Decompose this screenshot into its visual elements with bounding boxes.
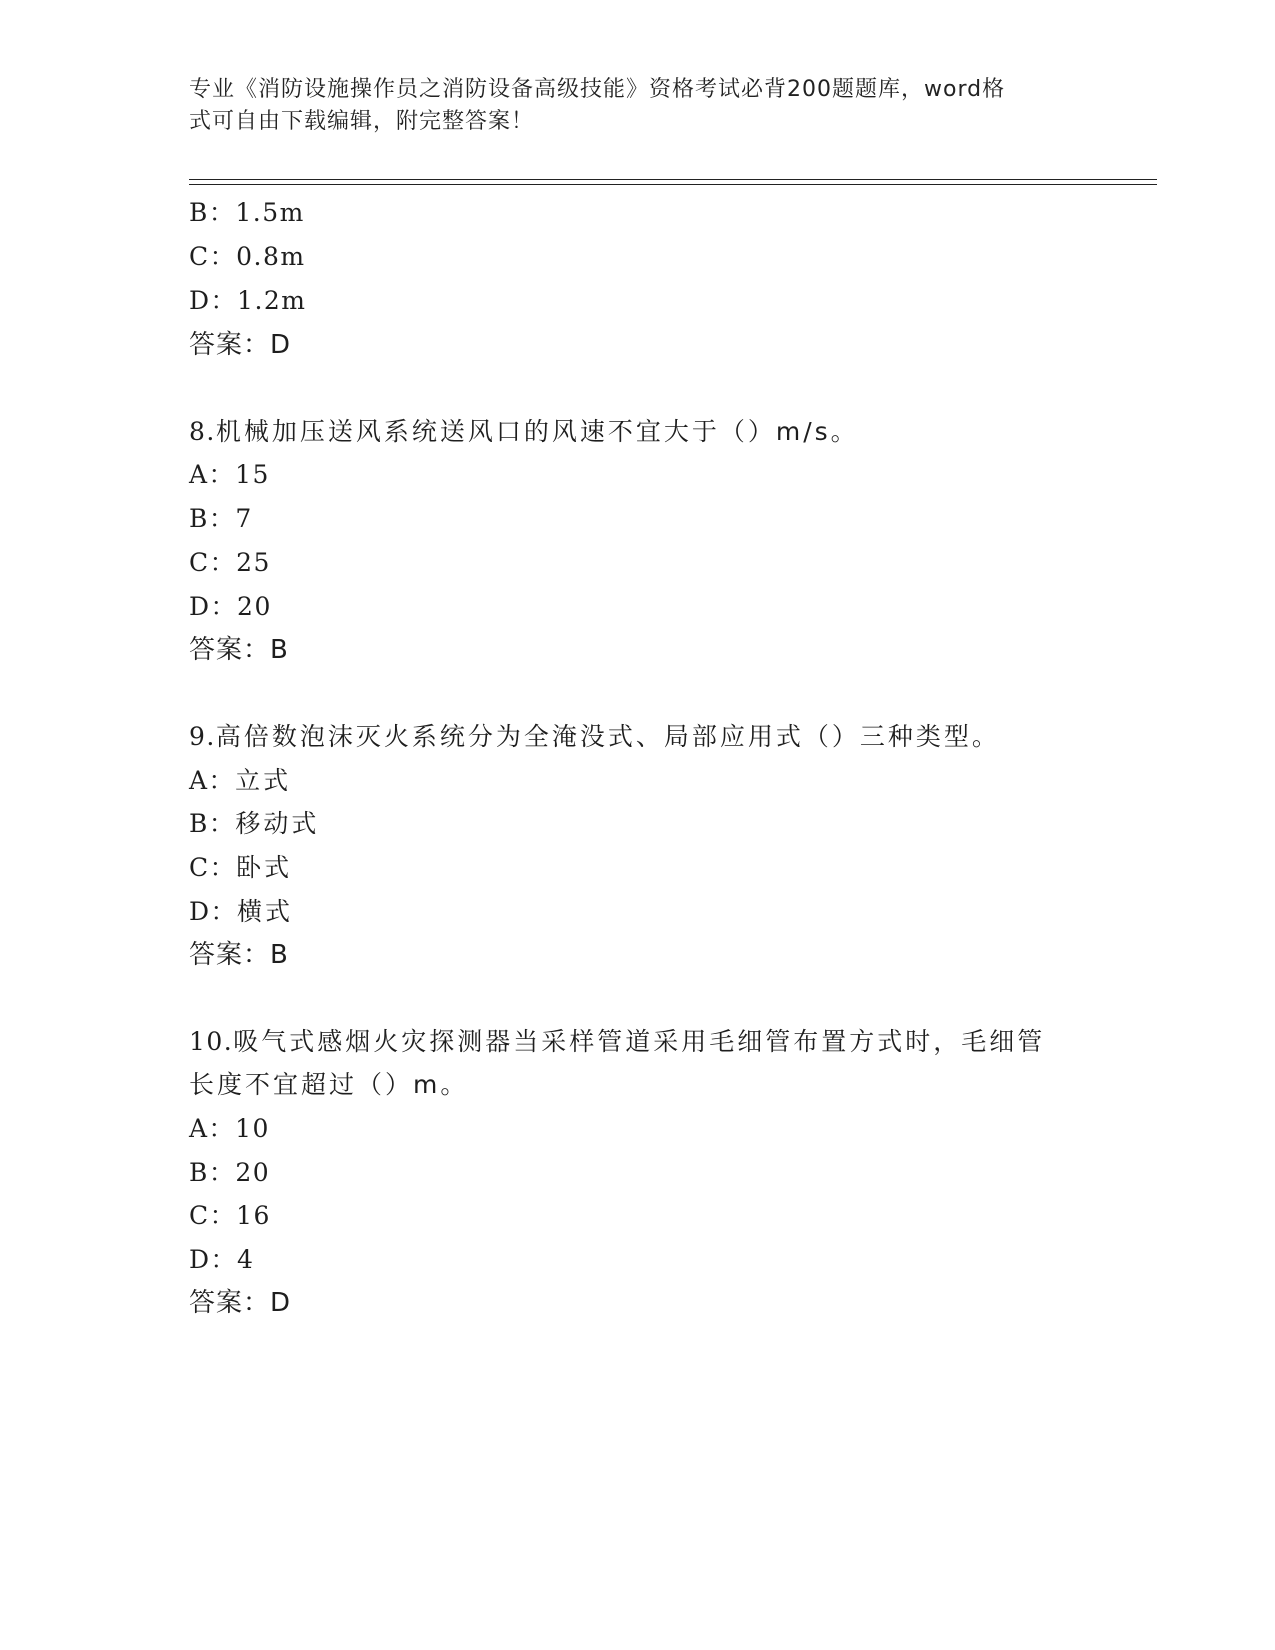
header-line-2: 式可自由下载编辑，附完整答案！ (189, 109, 535, 134)
q10-question-line-1: 10.吸气式感烟火灾探测器当采样管道采用毛细管布置方式时，毛细管 (189, 1027, 1046, 1056)
document-header (189, 74, 1069, 138)
q8-option-a: A：15 (189, 460, 270, 489)
q7-option-b: B：1.5m (189, 198, 305, 227)
q7-option-c: C：0.8m (189, 242, 306, 271)
header-rule-top (189, 179, 1157, 180)
q10-question-line-2: 长度不宜超过（）m。 (189, 1070, 469, 1099)
q8-question: 8.机械加压送风系统送风口的风速不宜大于（）m/s。 (189, 417, 859, 446)
q10-option-b: B：20 (189, 1158, 271, 1187)
q9-option-a: A：立式 (189, 766, 292, 795)
q10-option-d: D：4 (189, 1245, 255, 1274)
q8-option-d: D：20 (189, 592, 272, 621)
q9-option-d: D：横式 (189, 897, 294, 926)
q9-option-c: C：卧式 (189, 853, 293, 882)
q7-answer: 答案：D (189, 330, 292, 360)
q9-option-b: B：移动式 (189, 809, 320, 838)
header-rule-bottom (189, 184, 1157, 185)
q8-answer: 答案：B (189, 635, 289, 665)
q10-option-c: C：16 (189, 1201, 271, 1230)
q10-answer: 答案：D (189, 1288, 292, 1318)
q7-option-d: D：1.2m (189, 286, 307, 315)
header-line-1: 专业《消防设施操作员之消防设备高级技能》资格考试必背200题题库，word格 (189, 77, 1006, 102)
q9-question: 9.高倍数泡沫灭火系统分为全淹没式、局部应用式（）三种类型。 (189, 722, 1000, 751)
q8-option-b: B：7 (189, 504, 253, 533)
q9-answer: 答案：B (189, 940, 289, 970)
q8-option-c: C：25 (189, 548, 271, 577)
q10-option-a: A：10 (189, 1114, 270, 1143)
